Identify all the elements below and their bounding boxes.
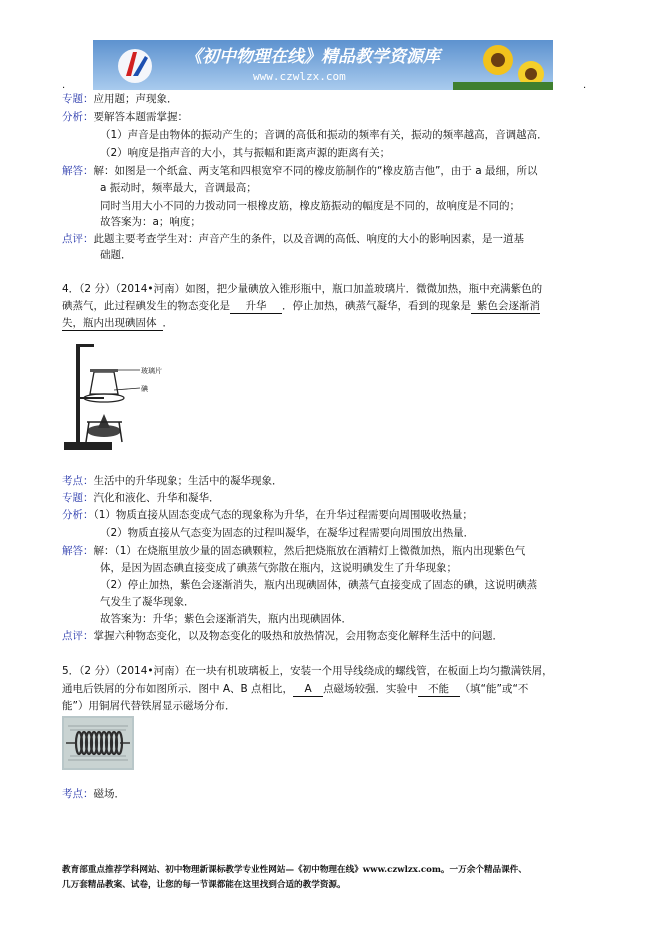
- q3-answer-1: 解：如图是一个纸盒、两支笔和四根宽窄不同的橡皮筋制作的“橡皮筋吉他”，由于 a 最细，所以: [93, 165, 538, 177]
- q4-answer-3: （2）停止加热，紫色会逐渐消失，瓶内出现碘固体，碘蒸气直接变成了固态的碘，这说明碘蒸: [100, 579, 538, 591]
- q4-blank-2a: 紫色会逐渐消: [471, 299, 540, 314]
- q5-stem-1: 5．（2 分）（2014•河南）在一块有机玻璃板上，安装一个用导线绕成的螺线管，在板面上均匀撒满铁屑，: [62, 665, 553, 677]
- site-logo: [118, 49, 152, 83]
- q3-answer-2: a 振动时，频率最大，音调最高；: [100, 182, 257, 194]
- q5-solenoid-figure: [62, 716, 134, 770]
- q4-apparatus-figure: [62, 336, 174, 454]
- solenoid-photo: [62, 716, 134, 770]
- q4-stem-3: [62, 316, 173, 331]
- banner-title: 《初中物理在线》精品教学资源库: [185, 47, 440, 67]
- q3-analysis-row: [62, 110, 188, 124]
- q4-answer-4: 气发生了凝华现象．: [100, 596, 195, 608]
- q5-stem-2b: 点磁场较强．实验中: [323, 683, 418, 695]
- q3-analysis-intro: 要解答本题需掌握：: [93, 111, 188, 123]
- q5-stem-2a: 通电后铁屑的分布如图所示．图中 A、B 点相比，: [62, 683, 294, 695]
- q4-stem-2: [62, 299, 540, 314]
- banner-url: www.czwlzx.com: [253, 70, 346, 83]
- q4-kaodian: 生活中的升华现象；生活中的凝华现象．: [93, 475, 283, 487]
- q4-kaodian-row: [62, 474, 283, 488]
- comment-label: 点评：: [62, 233, 94, 245]
- q5-stem-2: [62, 682, 528, 697]
- answer-label: 解答：: [62, 545, 94, 557]
- q5-blank-1: A: [293, 682, 323, 697]
- q4-blank-2b: 失，瓶内出现碘固体: [62, 316, 163, 331]
- banner-graphic: [93, 40, 553, 90]
- q4-answer-1: 解：（1）在烧瓶里放少量的固态碘颗粒，然后把烧瓶放在酒精灯上微微加热，瓶内出现紫色气: [93, 545, 526, 557]
- comment-label: 点评：: [62, 630, 94, 642]
- q4-comment-row: [62, 629, 503, 643]
- q3-comment-row: [62, 232, 524, 246]
- q4-answer-row: [62, 544, 525, 558]
- figure-label-glass-plate: 玻璃片: [141, 367, 162, 375]
- kaodian-label: 考点：: [62, 475, 94, 487]
- q4-analysis-1: （1）物质直接从固态变成气态的现象称为升华，在升华过程需要向周围吸收热量；: [93, 509, 473, 521]
- footer-line-1: 教育部重点推荐学科网站、初中物理新课标教学专业性网站—《初中物理在线》www.czwlzx.com。一万余个精品课件、: [62, 865, 527, 875]
- q4-analysis-2: （2）物质直接从气态变为固态的过程叫凝华，在凝华过程需要向周围放出热量．: [100, 527, 475, 539]
- q4-answer-2: 体，是因为固态碘直接变成了碘蒸气弥散在瓶内，这说明碘发生了升华现象；: [100, 562, 457, 574]
- q4-comment: 掌握六种物态变化，以及物态变化的吸热和放热情况，会用物态变化解释生活中的问题．: [93, 630, 503, 642]
- q3-topic-row: [62, 92, 178, 106]
- q5-kaodian-row: [62, 787, 125, 801]
- q3-answer-3: 同时当用大小不同的力拨动同一根橡皮筋，橡皮筋振动的幅度是不同的，故响度是不同的；: [100, 200, 520, 212]
- q5-stem-2c: （填“能”或“不: [459, 683, 529, 695]
- q4-topic-row: [62, 491, 220, 505]
- footer-line-2: 几万套精品教案、试卷，让您的每一节课都能在这里找到合适的教学资源。: [62, 880, 346, 890]
- q3-topic: 应用题；声现象．: [93, 93, 178, 105]
- q3-comment-2: 础题．: [100, 249, 132, 261]
- apparatus-drawing: [62, 336, 174, 454]
- kaodian-label: 考点：: [62, 788, 94, 800]
- decor-dot: .: [583, 80, 587, 91]
- analysis-label: 分析：: [62, 111, 94, 123]
- q3-answer-row: [62, 164, 538, 178]
- answer-label: 解答：: [62, 165, 94, 177]
- q4-stem-2a: 碘蒸气，此过程碘发生的物态变化是: [62, 300, 230, 312]
- q3-answer-4: 故答案为：a；响度；: [100, 216, 201, 228]
- figure-label-iodine: 碘: [141, 385, 148, 393]
- q5-blank-2: 不能: [418, 682, 460, 697]
- q3-comment-1: 此题主要考查学生对：声音产生的条件，以及音调的高低、响度的大小的影响因素，是一道基: [93, 233, 524, 245]
- q5-stem-3: 能”）用铜屑代替铁屑显示磁场分布．: [62, 700, 236, 712]
- q5-kaodian: 磁场．: [93, 788, 125, 800]
- analysis-label: 分析：: [62, 509, 94, 521]
- q4-stem-3-end: ．: [162, 317, 173, 329]
- topic-label: 专题：: [62, 93, 94, 105]
- q4-blank-1: 升华: [230, 299, 282, 314]
- q4-answer-5: 故答案为：升华；紫色会逐渐消失，瓶内出现碘固体．: [100, 613, 352, 625]
- decor-dot: .: [62, 80, 66, 91]
- header-banner: [93, 40, 553, 90]
- q4-stem-1: 4．（2 分）（2014•河南）如图，把少量碘放入锥形瓶中，瓶口加盖玻璃片．微微加热，瓶中充满紫色的: [62, 283, 543, 295]
- q3-analysis-2: （2）响度是指声音的大小，其与振幅和距离声源的距离有关；: [100, 147, 391, 159]
- q4-analysis-row: [62, 508, 473, 522]
- topic-label: 专题：: [62, 492, 94, 504]
- q4-stem-2b: ．停止加热，碘蒸气凝华，看到的现象是: [282, 300, 471, 312]
- q3-analysis-1: （1）声音是由物体的振动产生的；音调的高低和振动的频率有关，振动的频率越高，音调越高．: [100, 129, 548, 141]
- q4-topic: 汽化和液化、升华和凝华．: [93, 492, 220, 504]
